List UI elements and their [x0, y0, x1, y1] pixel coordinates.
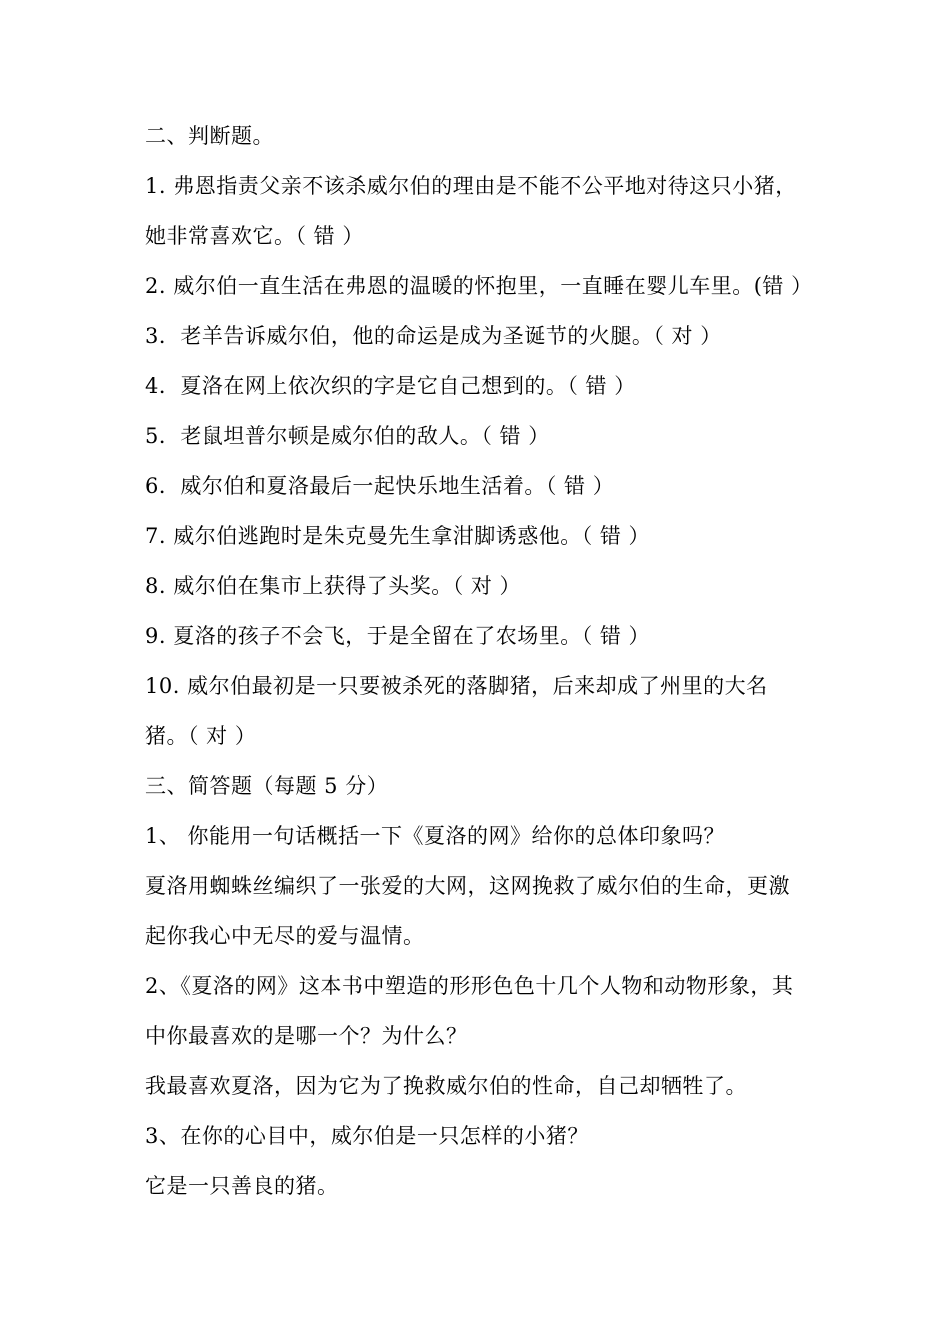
judgment-item-6: 6．威尔伯和夏洛最后一起快乐地生活着。（ 错 ）: [145, 474, 615, 498]
question-3: 3、在你的心目中，威尔伯是一只怎样的小猪？: [145, 1124, 589, 1148]
question-2-line-2: 中你最喜欢的是哪一个？为什么？: [145, 1024, 468, 1048]
judgment-item-2: 2. 威尔伯一直生活在弗恩的温暖的怀抱里，一直睡在婴儿车里。(错 ）: [145, 274, 813, 298]
judgment-item-8: 8. 威尔伯在集市上获得了头奖。（ 对 ）: [145, 574, 522, 598]
answer-2: 我最喜欢夏洛，因为它为了挽救威尔伯的性命，自己却牺牲了。: [145, 1074, 747, 1098]
section-2-heading: 二、判断题。: [145, 124, 274, 148]
judgment-item-1-line-2: 她非常喜欢它。（ 错 ）: [145, 224, 364, 248]
answer-1-line-1: 夏洛用蜘蛛丝编织了一张爱的大网，这网挽救了威尔伯的生命，更激: [145, 874, 790, 898]
judgment-item-10-line-2: 猪。（ 对 ）: [145, 724, 257, 748]
judgment-item-1-line-1: 1. 弗恩指责父亲不该杀威尔伯的理由是不能不公平地对待这只小猪，: [145, 174, 797, 198]
answer-1-line-2: 起你我心中无尽的爱与温情。: [145, 924, 425, 948]
answer-3: 它是一只善良的猪。: [145, 1174, 339, 1198]
judgment-item-7: 7. 威尔伯逃跑时是朱克曼先生拿泔脚诱惑他。（ 错 ）: [145, 524, 651, 548]
section-3-heading: 三、简答题（每题 5 分）: [145, 774, 389, 798]
judgment-item-10-line-1: 10. 威尔伯最初是一只要被杀死的落脚猪，后来却成了州里的大名: [145, 674, 768, 698]
judgment-item-9: 9. 夏洛的孩子不会飞，于是全留在了农场里。（ 错 ）: [145, 624, 651, 648]
question-2-line-1: 2、《夏洛的网》这本书中塑造的形形色色十几个人物和动物形象，其: [145, 974, 794, 998]
judgment-item-3: 3．老羊告诉威尔伯，他的命运是成为圣诞节的火腿。（ 对 ）: [145, 324, 722, 348]
question-1: 1、 你能用一句话概括一下《夏洛的网》给你的总体印象吗？: [145, 824, 726, 848]
judgment-item-4: 4．夏洛在网上依次织的字是它自己想到的。（ 错 ）: [145, 374, 636, 398]
judgment-item-5: 5．老鼠坦普尔顿是威尔伯的敌人。（ 错 ）: [145, 424, 550, 448]
